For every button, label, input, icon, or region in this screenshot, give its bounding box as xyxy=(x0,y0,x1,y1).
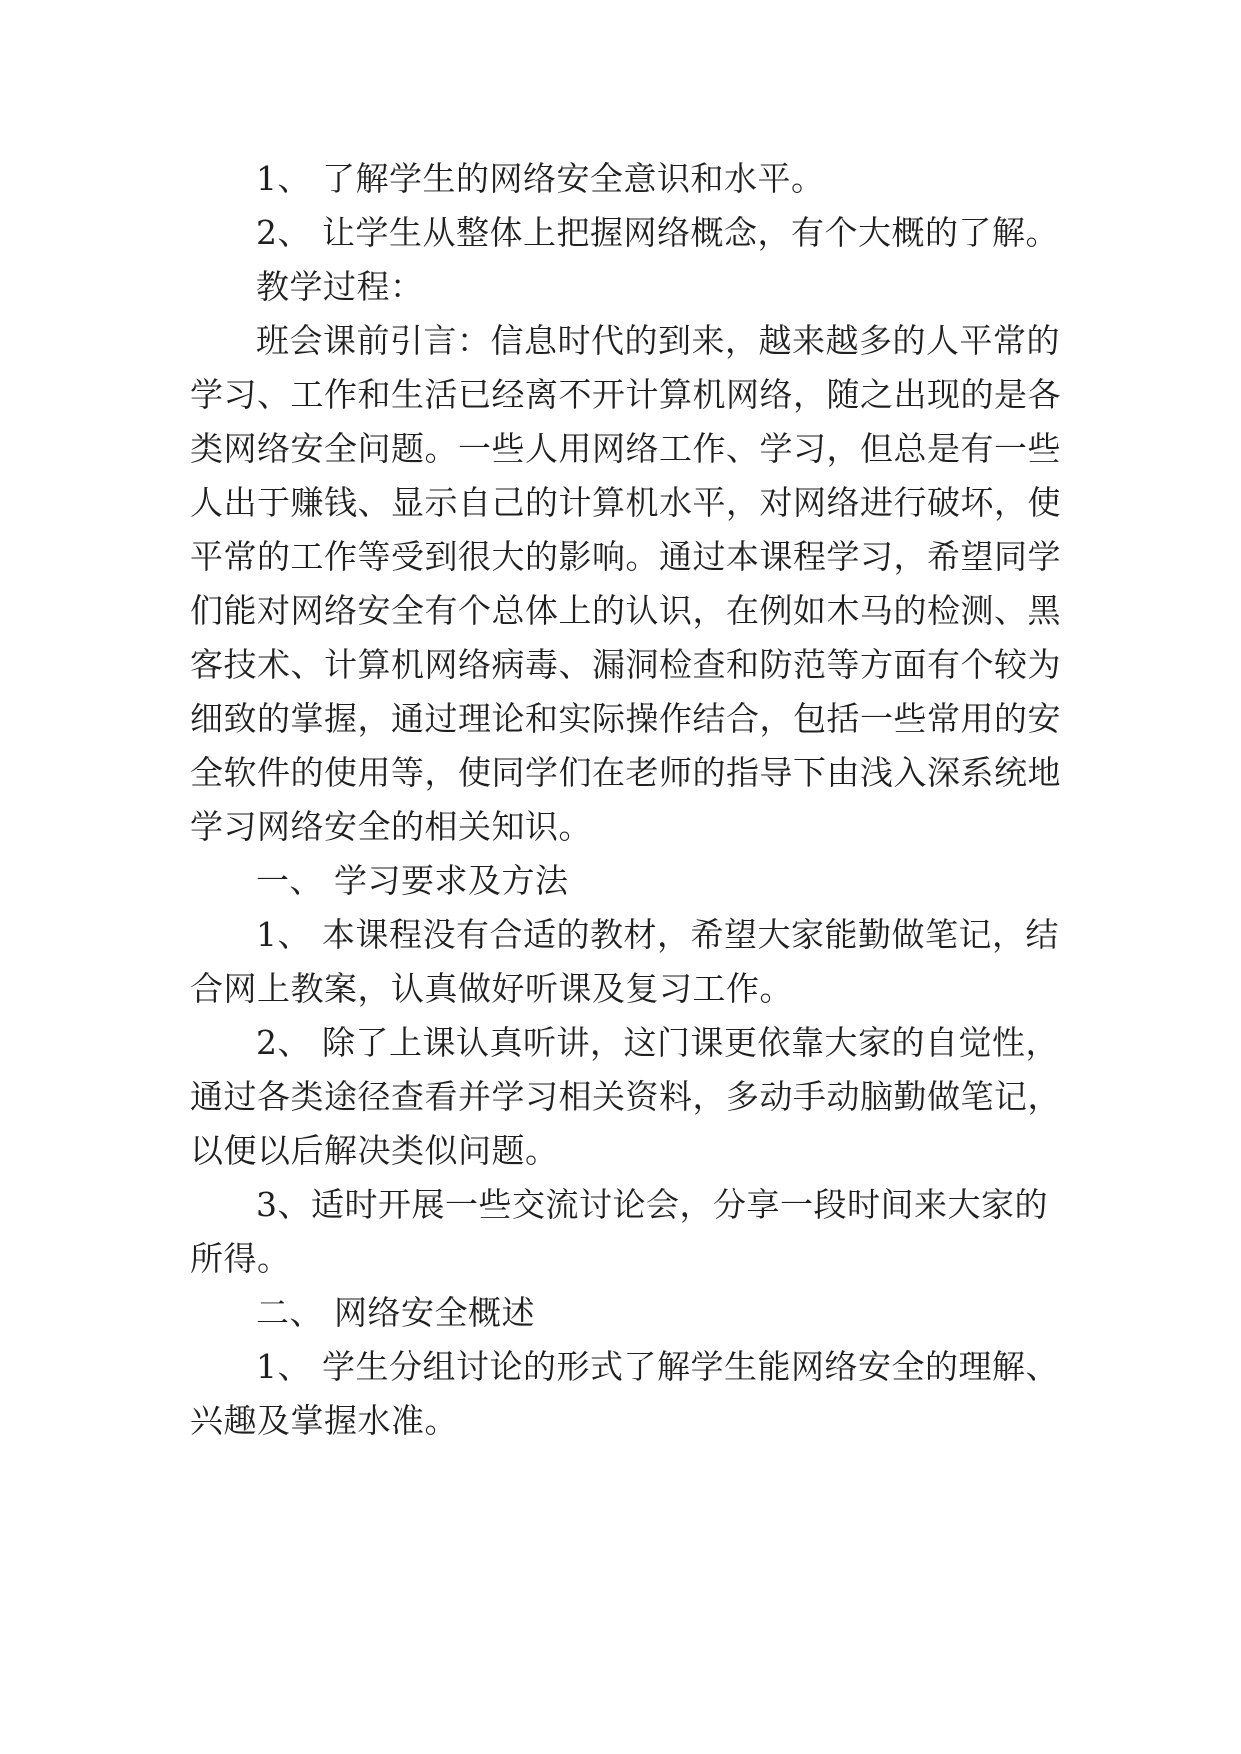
objective-item-2: 2、 让学生从整体上把握网络概念，有个大概的了解。 xyxy=(256,213,1059,252)
requirement-item-1: 1、 本课程没有合适的教材，希望大家能勤做笔记，结合网上教案，认真做好听课及复习工作。 xyxy=(190,915,1059,1008)
objective-item-1: 1、 了解学生的网络安全意识和水平。 xyxy=(256,159,825,198)
section-heading-2: 二、 网络安全概述 xyxy=(256,1293,535,1332)
overview-item-1: 1、 学生分组讨论的形式了解学生能网络安全的理解、兴趣及掌握水准。 xyxy=(190,1347,1059,1440)
requirement-item-3: 3、适时开展一些交流讨论会，分享一段时间来大家的所得。 xyxy=(190,1185,1048,1278)
document-body xyxy=(190,152,1070,1448)
intro-paragraph: 班会课前引言：信息时代的到来，越来越多的人平常的学习、工作和生活已经离不开计算机网络，随之出现的是各类网络安全问题。一些人用网络工作、学习，但总是有一些人出于赚钱、显示自己的计算机水平，对网络进行破坏，使平常的工作等受到很大的影响。通过本课程学习，希望同学们能对网络安全有个总体上的认识，在例如木马的检测、黑客技术、计算机网络病毒、漏洞检查和防范等方面有个较为细致的掌握，通过理论和实际操作结合，包括一些常用的安全软件的使用等，使同学们在老师的指导下由浅入深系统地学习网络安全的相关知识。 xyxy=(190,321,1061,846)
requirement-item-2: 2、 除了上课认真听讲，这门课更依靠大家的自觉性，通过各类途径查看并学习相关资料，多动手动脑勤做笔记，以便以后解决类似问题。 xyxy=(190,1023,1061,1170)
section-heading-teaching-process: 教学过程： xyxy=(256,267,424,306)
section-heading-1: 一、 学习要求及方法 xyxy=(256,861,569,900)
